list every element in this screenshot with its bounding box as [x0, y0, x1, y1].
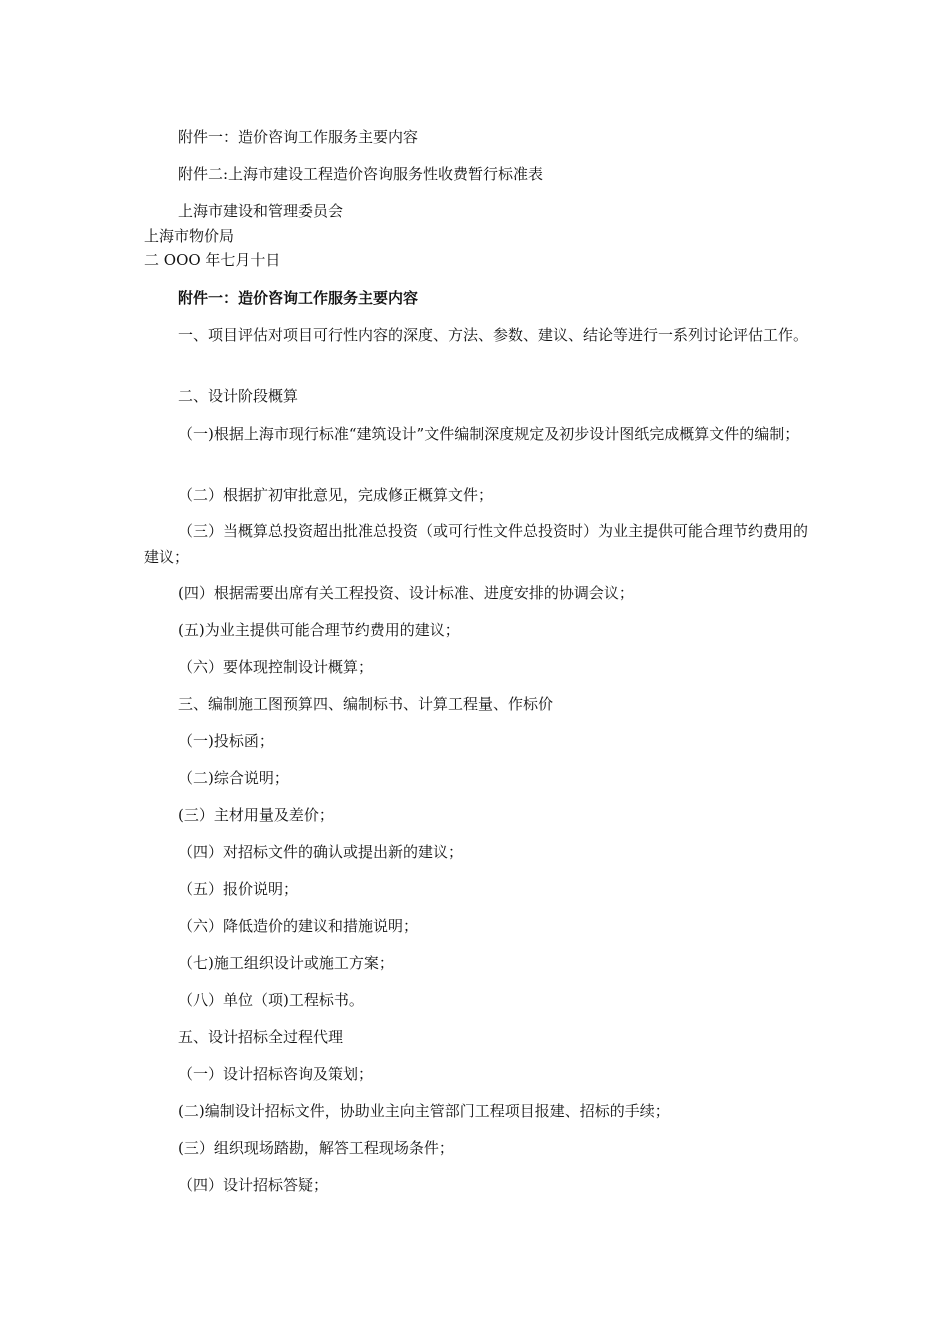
signature-date: 二 OOO 年七月十日 — [144, 251, 281, 269]
paragraph-15: （六）降低造价的建议和措施说明； — [178, 917, 419, 935]
signature-org-1: 上海市建设和管理委员会 — [178, 202, 344, 220]
paragraph-16: （七)施工组织设计或施工方案； — [178, 954, 394, 972]
paragraph-17: （八）单位（项)工程标书。 — [178, 991, 364, 1009]
paragraph-11: （二)综合说明； — [178, 769, 289, 787]
paragraph-13: （四）对招标文件的确认或提出新的建议； — [178, 843, 464, 861]
attachment-1-ref: 附件一：造价咨询工作服务主要内容 — [178, 128, 419, 146]
paragraph-9: 三、编制施工图预算四、编制标书、计算工程量、作标价 — [178, 695, 554, 713]
paragraph-14: （五）报价说明； — [178, 880, 299, 898]
paragraph-7: (五)为业主提供可能合理节约费用的建议； — [178, 621, 460, 639]
attachment-2-ref: 附件二:上海市建设工程造价咨询服务性收费暂行标准表 — [178, 165, 544, 183]
paragraph-5: （三）当概算总投资超出批准总投资（或可行性文件总投资时）为业主提供可能合理节约费用的建议； — [144, 522, 809, 566]
paragraph-4: （二）根据扩初审批意见，完成修正概算文件； — [178, 486, 494, 504]
signature-org-2: 上海市物价局 — [144, 227, 235, 245]
paragraph-19: （一）设计招标咨询及策划； — [178, 1065, 374, 1083]
paragraph-18: 五、设计招标全过程代理 — [178, 1028, 344, 1046]
paragraph-3: （一)根据上海市现行标准“建筑设计”文件编制深度规定及初步设计图纸完成概算文件的编制； — [178, 425, 800, 443]
paragraph-10: （一)投标函； — [178, 732, 274, 750]
paragraph-21: (三）组织现场踏勘，解答工程现场条件； — [178, 1139, 454, 1157]
paragraph-2: 二、设计阶段概算 — [178, 387, 299, 405]
paragraph-20: (二)编制设计招标文件，协助业主向主管部门工程项目报建、招标的手续； — [178, 1102, 670, 1120]
paragraph-12: (三）主材用量及差价； — [178, 806, 334, 824]
paragraph-8: （六）要体现控制设计概算； — [178, 658, 374, 676]
paragraph-22: （四）设计招标答疑； — [178, 1176, 329, 1194]
paragraph-1: 一、项目评估对项目可行性内容的深度、方法、参数、建议、结论等进行一系列讨论评估工作。 — [178, 326, 809, 344]
paragraph-6: (四）根据需要出席有关工程投资、设计标准、进度安排的协调会议； — [178, 584, 634, 602]
section-title: 附件一：造价咨询工作服务主要内容 — [178, 289, 419, 307]
